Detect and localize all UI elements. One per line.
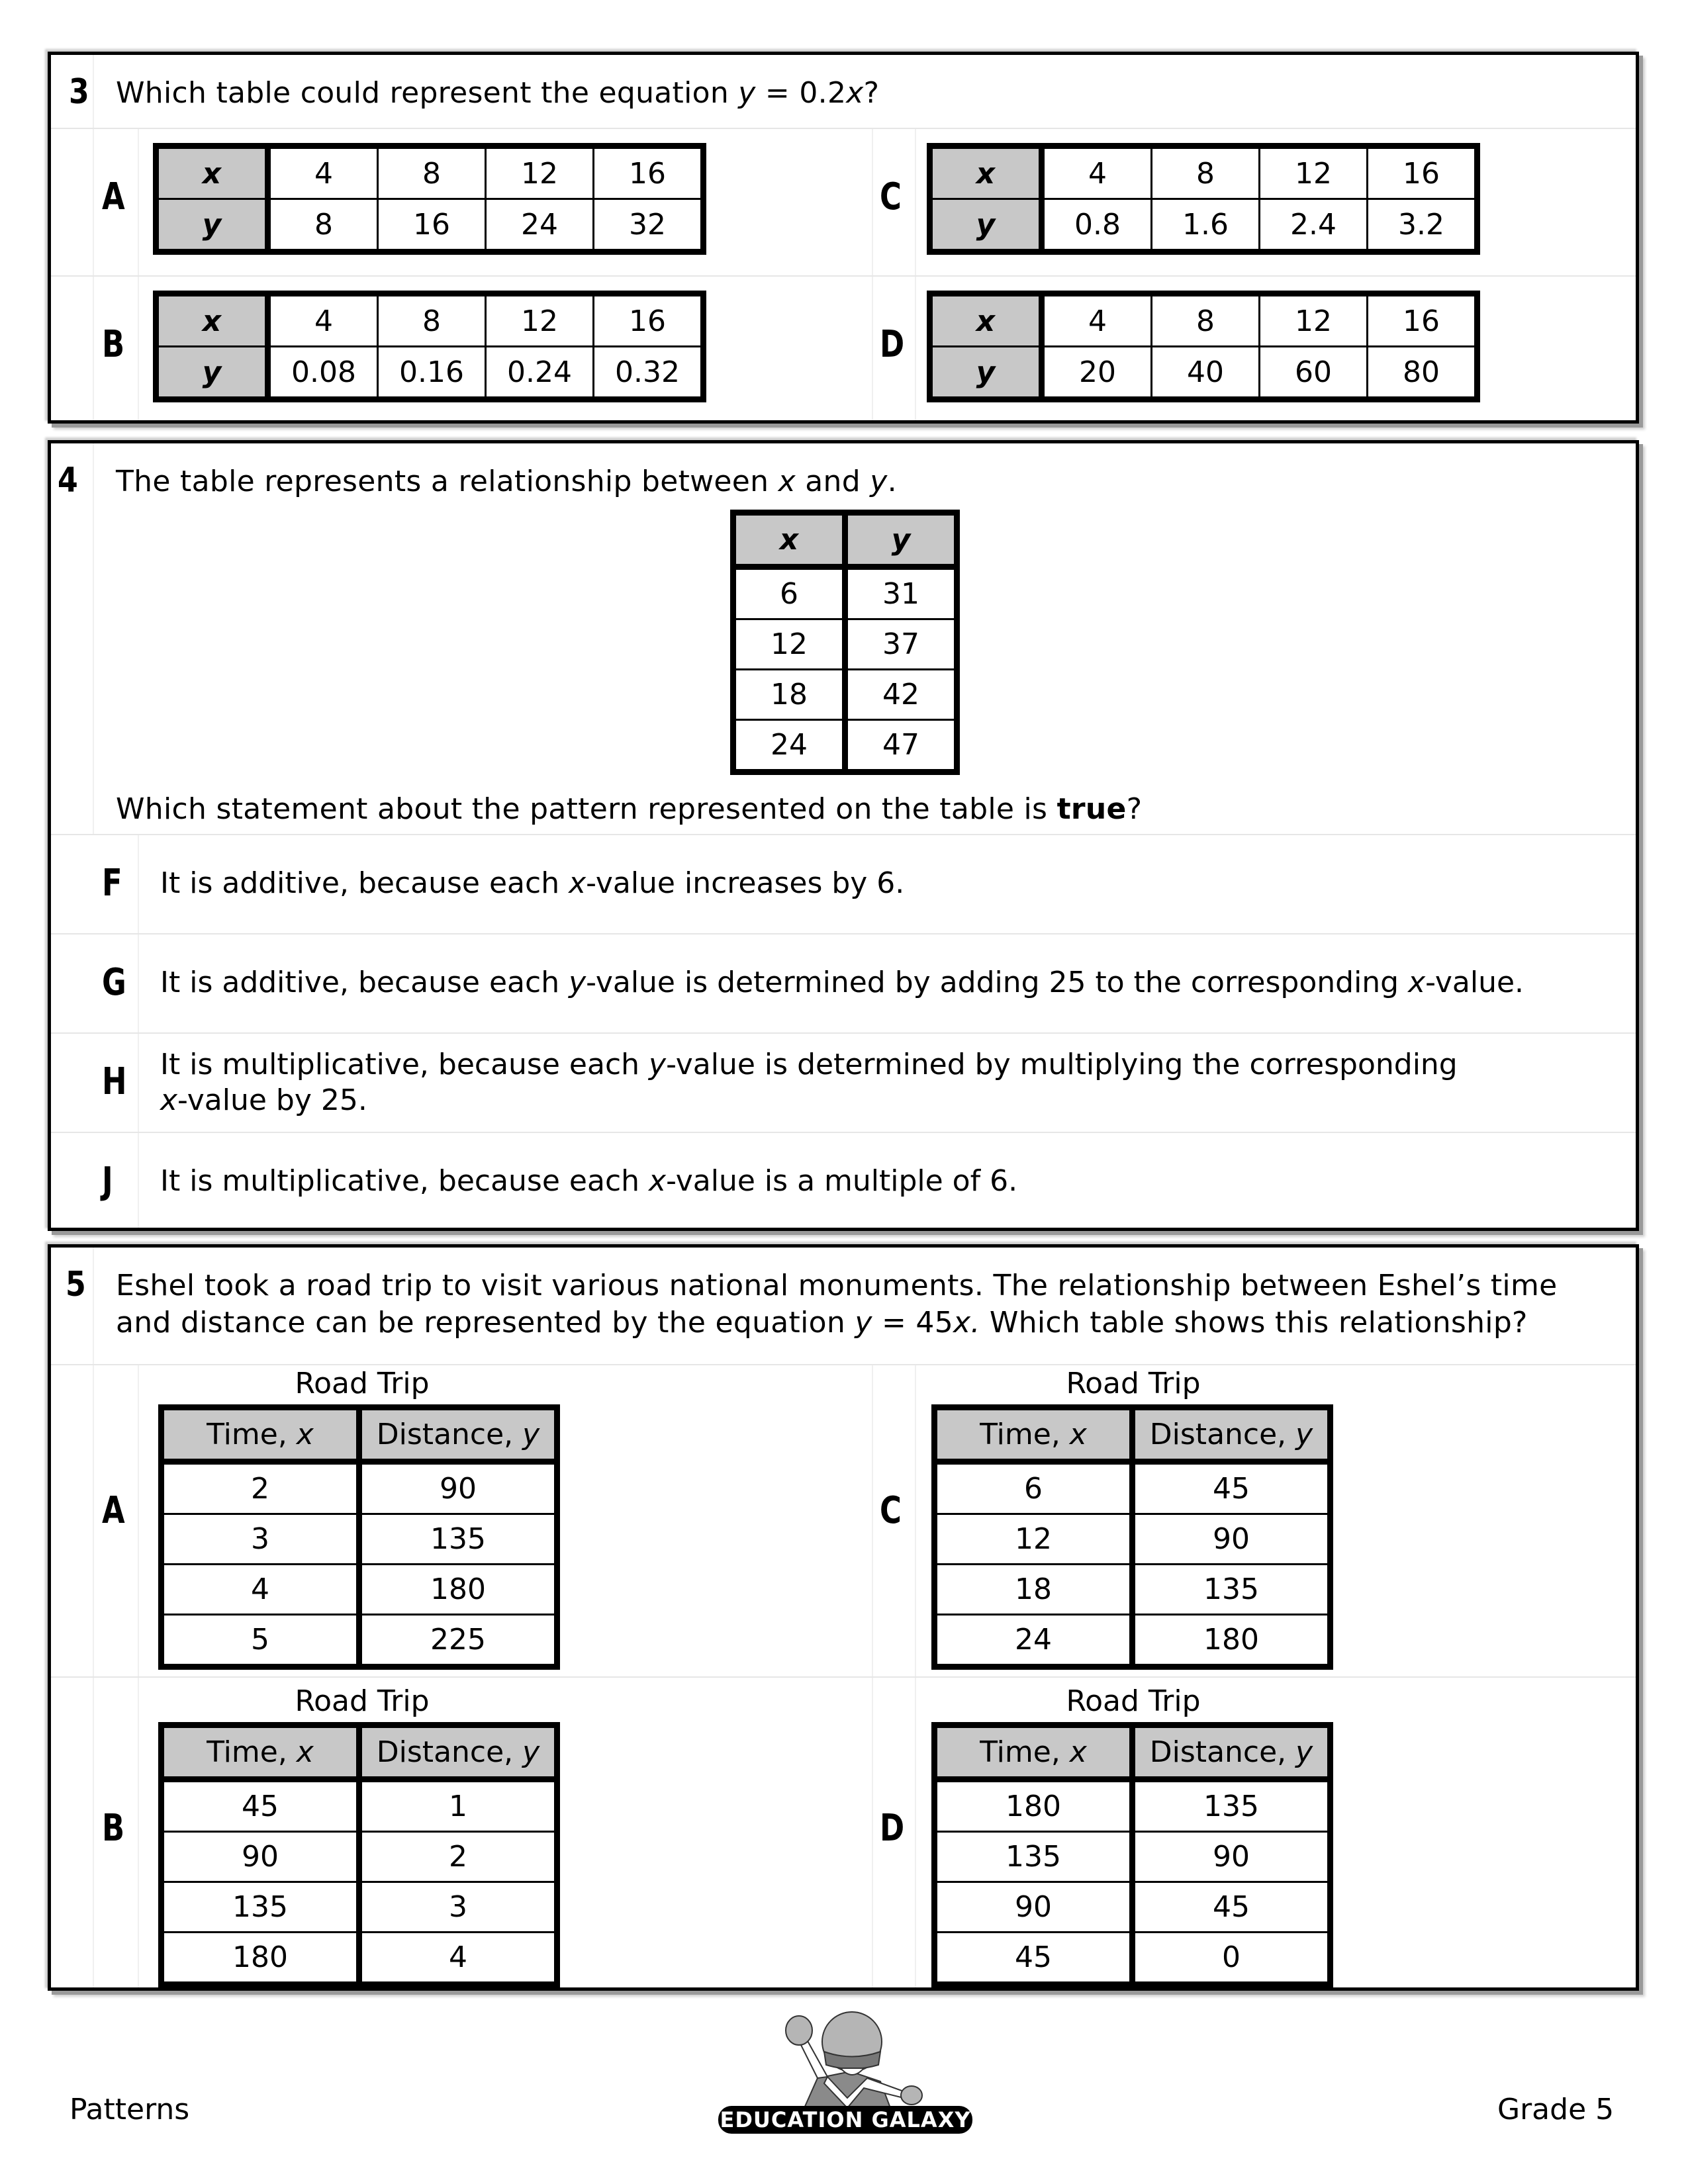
column-header — [162, 1408, 359, 1462]
option-letter-h[interactable]: H — [102, 1060, 127, 1103]
header-text: Time, — [980, 1735, 1070, 1769]
option-letter-a[interactable]: A — [102, 1489, 125, 1532]
divider — [51, 1132, 1636, 1133]
table-cell: 135 — [1133, 1780, 1331, 1832]
option-letter-a[interactable]: A — [102, 175, 125, 218]
option-variable: x — [649, 1164, 667, 1198]
table-cell: 2 — [162, 1462, 359, 1514]
logo-wordmark — [718, 2106, 972, 2134]
table-cell: 12 — [733, 619, 845, 670]
table-cell: 24 — [486, 199, 594, 252]
divider — [51, 1364, 1636, 1365]
table-cell: 16 — [594, 294, 704, 347]
table-cell: 60 — [1260, 347, 1368, 400]
option-variable: x — [160, 1083, 178, 1117]
question-3-box — [48, 52, 1639, 424]
question-5-box — [48, 1244, 1639, 1991]
table-cell: 8 — [1152, 146, 1260, 199]
table-title: Road Trip — [295, 1367, 430, 1400]
table-cell: 12 — [935, 1514, 1133, 1565]
footer-topic: Patterns — [70, 2093, 190, 2126]
table-cell: 90 — [359, 1462, 557, 1514]
relationship-table — [730, 510, 960, 775]
header-text: Distance, — [1149, 1418, 1296, 1451]
row-label: x — [930, 146, 1042, 199]
column-header — [1133, 1408, 1331, 1462]
question-4-box — [48, 440, 1639, 1231]
stem-text: Eshel took a road trip to visit various national monuments. The relationship between Eshel’s time — [116, 1269, 1558, 1302]
option-letter-g[interactable]: G — [102, 961, 126, 1004]
option-text: -value is determined by multiplying the corresponding — [666, 1048, 1458, 1081]
table-cell: 3 — [162, 1514, 359, 1565]
option-letter-d[interactable]: D — [880, 323, 905, 366]
option-b-table[interactable] — [153, 291, 706, 402]
divider — [872, 129, 873, 420]
table-cell: 180 — [935, 1780, 1133, 1832]
table-cell: 12 — [1260, 294, 1368, 347]
table-cell: 16 — [594, 146, 704, 199]
table-title: Road Trip — [1066, 1684, 1201, 1718]
table-cell: 2 — [359, 1832, 557, 1882]
table-cell: 0.08 — [268, 347, 378, 400]
table-cell: 16 — [1368, 294, 1477, 347]
divider — [51, 128, 1636, 129]
option-text: It is additive, because each — [160, 866, 569, 900]
table-cell: 90 — [935, 1882, 1133, 1933]
table-cell: 135 — [162, 1882, 359, 1933]
prompt-text: Which statement about the pattern represented on the table is — [116, 792, 1057, 826]
table-cell: 6 — [935, 1462, 1133, 1514]
header-text: Time, — [207, 1418, 297, 1451]
header-text: Distance, — [376, 1735, 523, 1769]
table-cell: 37 — [845, 619, 957, 670]
stem-variable: x — [778, 465, 796, 498]
header-variable: y — [522, 1735, 540, 1769]
stem-text: . — [887, 465, 897, 498]
table-cell: 4 — [268, 294, 378, 347]
option-letter-b[interactable]: B — [102, 323, 125, 366]
stem-text: Which table shows this relationship? — [980, 1306, 1528, 1340]
option-h-text[interactable] — [160, 1047, 1583, 1118]
stem-variable: y — [870, 465, 888, 498]
table-title: Road Trip — [295, 1684, 430, 1718]
table-cell: 135 — [1133, 1565, 1331, 1615]
row-label: y — [156, 199, 268, 252]
stem-variable: x. — [953, 1306, 980, 1340]
option-text: -value by 25. — [177, 1083, 367, 1117]
divider — [51, 1676, 1636, 1678]
table-cell: 18 — [733, 670, 845, 720]
table-cell: 45 — [1133, 1462, 1331, 1514]
prompt-emphasis: true — [1056, 792, 1127, 826]
education-galaxy-logo — [705, 1999, 983, 2131]
header-text: Time, — [980, 1418, 1070, 1451]
header-variable: x — [1069, 1735, 1087, 1769]
table-cell: 0.16 — [378, 347, 486, 400]
table-cell: 40 — [1152, 347, 1260, 400]
stem-variable: x — [846, 76, 864, 110]
option-variable: y — [569, 966, 586, 999]
option-text: It is multiplicative, because each — [160, 1164, 649, 1198]
stem-text: = 45 — [872, 1306, 953, 1340]
table-cell: 0 — [1133, 1933, 1331, 1985]
option-text: -value is determined by adding 25 to the corresponding — [586, 966, 1409, 999]
divider — [51, 1032, 1636, 1034]
divider — [93, 1248, 94, 1987]
table-cell: 18 — [935, 1565, 1133, 1615]
stem-text: The table represents a relationship between — [116, 465, 778, 498]
table-cell: 90 — [1133, 1514, 1331, 1565]
table-cell: 180 — [162, 1933, 359, 1985]
stem-text: and — [795, 465, 870, 498]
option-f-text[interactable] — [160, 866, 904, 901]
stem-text: = 0.2 — [755, 76, 847, 110]
option-variable: x — [569, 866, 586, 900]
table-cell: 45 — [935, 1933, 1133, 1985]
stem-variable: y — [738, 76, 756, 110]
option-text: It is multiplicative, because each — [160, 1048, 649, 1081]
option-letter-f[interactable]: F — [102, 862, 122, 905]
table-cell: 6 — [733, 567, 845, 619]
divider — [93, 443, 94, 834]
column-header — [162, 1725, 359, 1780]
option-d-table[interactable] — [931, 1722, 1333, 1987]
table-cell: 12 — [486, 146, 594, 199]
table-cell: 225 — [359, 1615, 557, 1667]
header-variable: x — [1069, 1418, 1087, 1451]
column-header — [359, 1725, 557, 1780]
option-variable: x — [1408, 966, 1426, 999]
prompt-text: ? — [1126, 792, 1143, 826]
table-cell: 16 — [1368, 146, 1477, 199]
header-text: Time, — [207, 1735, 297, 1769]
header-variable: x — [296, 1735, 314, 1769]
table-cell: 8 — [1152, 294, 1260, 347]
table-cell: 4 — [1042, 294, 1152, 347]
table-cell: 45 — [162, 1780, 359, 1832]
option-c-table[interactable] — [931, 1404, 1333, 1670]
option-letter-j[interactable]: J — [102, 1160, 113, 1203]
option-letter-c[interactable]: C — [880, 1489, 902, 1532]
divider — [93, 55, 94, 420]
table-cell: 20 — [1042, 347, 1152, 400]
table-title: Road Trip — [1066, 1367, 1201, 1400]
table-cell: 47 — [845, 720, 957, 772]
question-stem — [116, 1267, 1557, 1342]
header-variable: y — [1295, 1735, 1313, 1769]
row-label: y — [930, 347, 1042, 400]
table-cell: 1 — [359, 1780, 557, 1832]
column-header — [1133, 1725, 1331, 1780]
column-header: y — [845, 513, 957, 567]
option-j-text[interactable] — [160, 1163, 1017, 1199]
option-letter-c[interactable]: C — [880, 175, 902, 218]
table-cell: 0.8 — [1042, 199, 1152, 252]
table-cell: 12 — [1260, 146, 1368, 199]
table-cell: 135 — [359, 1514, 557, 1565]
stem-text: Which table could represent the equation — [116, 76, 739, 110]
table-cell: 90 — [1133, 1832, 1331, 1882]
column-header — [935, 1408, 1133, 1462]
header-text: Distance, — [1149, 1735, 1296, 1769]
divider — [138, 835, 139, 1228]
table-cell: 32 — [594, 199, 704, 252]
question-number: 5 — [66, 1265, 86, 1304]
row-label: y — [156, 347, 268, 400]
table-cell: 135 — [935, 1832, 1133, 1882]
table-cell: 24 — [733, 720, 845, 772]
table-cell: 8 — [268, 199, 378, 252]
divider — [138, 129, 139, 420]
option-text: It is additive, because each — [160, 966, 569, 999]
table-cell: 4 — [1042, 146, 1152, 199]
stem-variable: y — [855, 1306, 872, 1340]
table-cell: 180 — [1133, 1615, 1331, 1667]
table-cell: 4 — [268, 146, 378, 199]
table-cell: 5 — [162, 1615, 359, 1667]
table-cell: 80 — [1368, 347, 1477, 400]
header-variable: y — [1295, 1418, 1313, 1451]
logo-text: EDUCATION GALAXY — [720, 2107, 971, 2132]
header-variable: x — [296, 1418, 314, 1451]
column-header — [935, 1725, 1133, 1780]
question-stem — [116, 463, 897, 500]
table-cell: 42 — [845, 670, 957, 720]
row-label: x — [930, 294, 1042, 347]
table-cell: 12 — [486, 294, 594, 347]
option-variable: y — [649, 1048, 667, 1081]
table-cell: 24 — [935, 1615, 1133, 1667]
stem-text: and distance can be represented by the equation — [116, 1306, 855, 1340]
divider — [51, 933, 1636, 934]
option-letter-b[interactable]: B — [102, 1807, 125, 1850]
table-cell: 45 — [1133, 1882, 1331, 1933]
table-cell: 2.4 — [1260, 199, 1368, 252]
question-number: 4 — [58, 461, 78, 500]
header-variable: y — [522, 1418, 540, 1451]
divider — [915, 129, 916, 420]
option-a-table[interactable] — [153, 143, 706, 255]
row-label: x — [156, 294, 268, 347]
option-text: -value is a multiple of 6. — [666, 1164, 1018, 1198]
table-cell: 3.2 — [1368, 199, 1477, 252]
divider — [51, 834, 1636, 835]
table-cell: 3 — [359, 1882, 557, 1933]
table-cell: 180 — [359, 1565, 557, 1615]
table-cell: 4 — [162, 1565, 359, 1615]
row-label: x — [156, 146, 268, 199]
column-header — [359, 1408, 557, 1462]
table-cell: 8 — [378, 146, 486, 199]
option-text: -value increases by 6. — [586, 866, 905, 900]
divider — [51, 275, 1636, 277]
table-cell: 16 — [378, 199, 486, 252]
footer-grade: Grade 5 — [1497, 2093, 1615, 2126]
table-cell: 31 — [845, 567, 957, 619]
header-text: Distance, — [376, 1418, 523, 1451]
option-g-text[interactable] — [160, 965, 1524, 1001]
table-cell: 4 — [359, 1933, 557, 1985]
option-b-table[interactable] — [158, 1722, 560, 1987]
question-prompt — [116, 791, 1142, 828]
table-cell: 8 — [378, 294, 486, 347]
row-label: y — [930, 199, 1042, 252]
table-cell: 0.32 — [594, 347, 704, 400]
option-d-table[interactable] — [927, 291, 1480, 402]
column-header: x — [733, 513, 845, 567]
option-c-table[interactable] — [927, 143, 1480, 255]
option-letter-d[interactable]: D — [880, 1807, 905, 1850]
stem-text: ? — [863, 76, 880, 110]
question-number: 3 — [69, 72, 89, 112]
table-cell: 0.24 — [486, 347, 594, 400]
question-stem — [116, 75, 879, 112]
table-cell: 90 — [162, 1832, 359, 1882]
option-text: -value. — [1425, 966, 1524, 999]
option-a-table[interactable] — [158, 1404, 560, 1670]
table-cell: 1.6 — [1152, 199, 1260, 252]
